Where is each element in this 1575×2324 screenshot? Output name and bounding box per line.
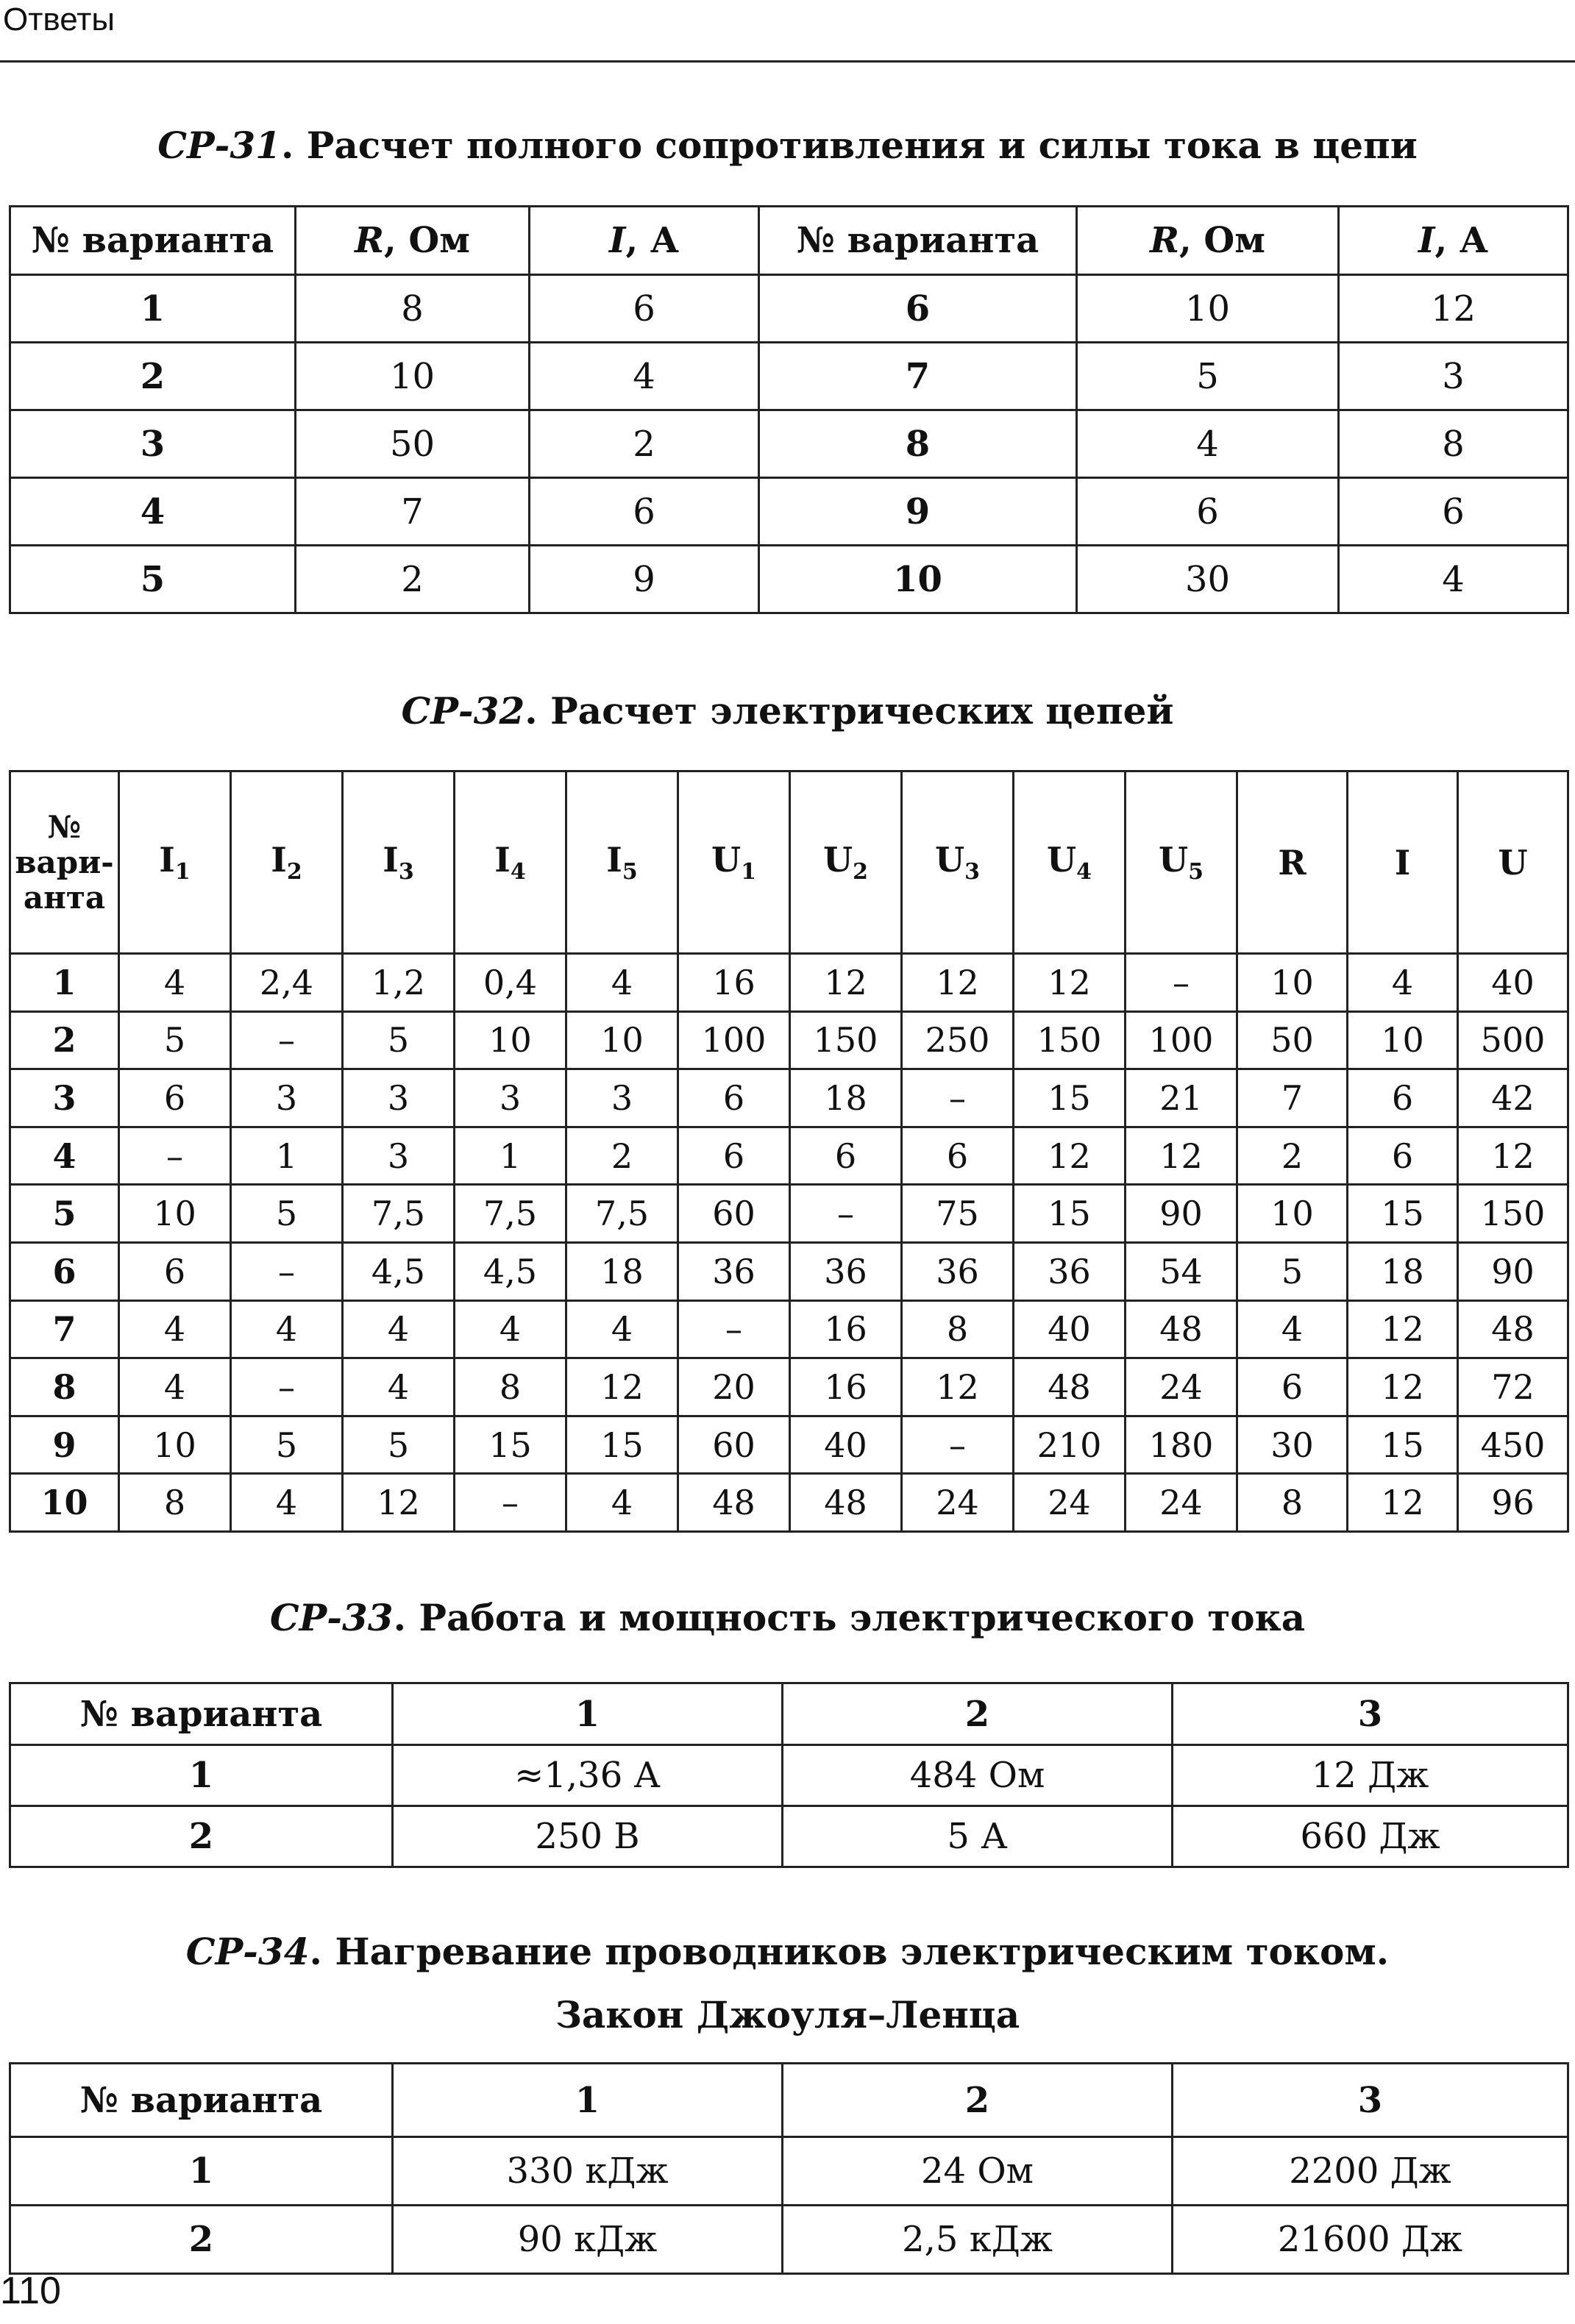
table-cell: 18 <box>566 1242 678 1300</box>
column-symbol: I <box>1394 842 1411 883</box>
table-cell: 90 кДж <box>393 2206 783 2274</box>
table-cell: 4 <box>455 1300 566 1358</box>
table-cell: 12 <box>1348 1474 1458 1532</box>
table-row <box>10 1069 1568 1127</box>
table-cell: – <box>231 1011 343 1069</box>
table-cell: 4 <box>566 1300 678 1358</box>
variant-number: 7 <box>10 1300 119 1358</box>
table-sr34 <box>9 2062 1569 2275</box>
table-cell: 4,5 <box>455 1242 566 1300</box>
table-cell: 1,2 <box>343 954 455 1012</box>
table-cell: 8 <box>1237 1474 1348 1532</box>
table-cell: 10 <box>119 1416 231 1474</box>
table-row <box>10 1745 1568 1806</box>
table-cell: 12 <box>1348 1300 1458 1358</box>
table-cell: 12 <box>566 1358 678 1416</box>
table-row <box>10 546 1568 613</box>
table-cell: 4 <box>1339 546 1568 613</box>
table-cell: 250 <box>902 1011 1014 1069</box>
table-row <box>10 1358 1568 1416</box>
table-cell: 12 <box>902 954 1014 1012</box>
variant-number: 4 <box>10 1127 119 1185</box>
table-cell: 36 <box>902 1242 1014 1300</box>
table-cell: 12 <box>1339 275 1568 343</box>
column-symbol: I <box>383 839 399 880</box>
column-header <box>1339 207 1568 275</box>
variant-number: 6 <box>759 275 1077 343</box>
table-cell: 7 <box>296 478 530 546</box>
table-row <box>10 2206 1568 2274</box>
table-cell: 100 <box>1126 1011 1237 1069</box>
table-cell: 4,5 <box>343 1242 455 1300</box>
table-cell: 12 <box>790 954 902 1012</box>
table-header-row <box>10 1683 1568 1745</box>
table-cell: – <box>119 1127 231 1185</box>
section-title-text: . Работа и мощность электрического тока <box>393 1596 1306 1639</box>
table-cell: 42 <box>1458 1069 1568 1127</box>
table-cell: 36 <box>790 1242 902 1300</box>
table-cell: 7,5 <box>343 1185 455 1243</box>
table-cell: 20 <box>678 1358 790 1416</box>
column-header: 3 <box>1173 1683 1568 1745</box>
column-symbol: U <box>935 839 965 880</box>
page-number: 110 <box>0 2270 61 2312</box>
column-header <box>759 207 1077 275</box>
table-cell: 5 <box>231 1185 343 1243</box>
table-cell: 3 <box>1339 343 1568 410</box>
column-symbol: I <box>606 839 622 880</box>
section-title-text: . Нагревание проводников электрическим током. <box>309 1930 1390 1973</box>
column-symbol: U <box>711 839 742 880</box>
table-sr33 <box>9 1682 1569 1868</box>
table-cell: 484 Ом <box>783 1745 1173 1806</box>
column-header <box>678 771 790 954</box>
table-cell: 4 <box>231 1300 343 1358</box>
column-header <box>1348 771 1458 954</box>
table-row <box>10 2137 1568 2206</box>
column-header <box>343 771 455 954</box>
table-cell: 8 <box>455 1358 566 1416</box>
variant-number: 2 <box>10 343 296 410</box>
table-cell: 12 <box>343 1474 455 1532</box>
table-cell: 15 <box>1348 1185 1458 1243</box>
column-header <box>10 207 296 275</box>
table-row <box>10 1011 1568 1069</box>
table-cell: 18 <box>790 1069 902 1127</box>
table-cell: – <box>231 1242 343 1300</box>
table-cell: 15 <box>1014 1069 1126 1127</box>
table-cell: 6 <box>1077 478 1339 546</box>
table-cell: 10 <box>119 1185 231 1243</box>
column-symbol: R <box>355 220 384 261</box>
table-cell: 24 <box>1126 1358 1237 1416</box>
column-subscript: 4 <box>1076 859 1092 885</box>
variant-number: 5 <box>10 546 296 613</box>
column-header <box>566 771 678 954</box>
section-title-sr34 <box>0 1930 1575 1974</box>
table-cell: 180 <box>1126 1416 1237 1474</box>
table-cell: 6 <box>119 1069 231 1127</box>
table-cell: 60 <box>678 1416 790 1474</box>
table-row <box>10 1806 1568 1867</box>
table-cell: 2 <box>296 546 530 613</box>
variant-number: 2 <box>10 2206 393 2274</box>
table-sr32 <box>9 770 1569 1533</box>
table-cell: 4 <box>119 954 231 1012</box>
variant-number: 2 <box>10 1806 393 1867</box>
table-cell: 60 <box>678 1185 790 1243</box>
table-cell: 90 <box>1458 1242 1568 1300</box>
table-cell: 1 <box>455 1127 566 1185</box>
table-cell: 10 <box>296 343 530 410</box>
column-header <box>119 771 231 954</box>
table-cell: 5 <box>231 1416 343 1474</box>
table-cell: – <box>231 1358 343 1416</box>
table-cell: 150 <box>1014 1011 1126 1069</box>
table-cell: 9 <box>530 546 759 613</box>
variant-number: 3 <box>10 410 296 478</box>
table-header-row <box>10 207 1568 275</box>
table-cell: 21600 Дж <box>1173 2206 1568 2274</box>
table-cell: 21 <box>1126 1069 1237 1127</box>
table-cell: 75 <box>902 1185 1014 1243</box>
table-cell: 500 <box>1458 1011 1568 1069</box>
variant-number: 5 <box>10 1185 119 1243</box>
table-cell: 4 <box>343 1358 455 1416</box>
variant-number: 9 <box>759 478 1077 546</box>
column-header-variant: № вари-анта <box>10 771 119 954</box>
table-cell: 4 <box>119 1300 231 1358</box>
table-cell: 4 <box>566 1474 678 1532</box>
table-cell: 30 <box>1237 1416 1348 1474</box>
table-cell: 18 <box>1348 1242 1458 1300</box>
table-cell: 2,4 <box>231 954 343 1012</box>
table-cell: 15 <box>566 1416 678 1474</box>
table-cell: 6 <box>1339 478 1568 546</box>
table-cell: 48 <box>1458 1300 1568 1358</box>
column-header: № варианта <box>10 2064 393 2137</box>
table-cell: 50 <box>1237 1011 1348 1069</box>
table-cell: 12 <box>1458 1127 1568 1185</box>
column-symbol: I <box>159 839 175 880</box>
table-cell: 6 <box>530 275 759 343</box>
column-subscript: 2 <box>853 859 868 885</box>
variant-number: 10 <box>759 546 1077 613</box>
table-cell: 3 <box>566 1069 678 1127</box>
variant-number: 10 <box>10 1474 119 1532</box>
table-header-row <box>10 2064 1568 2137</box>
column-label: № варианта <box>31 220 274 261</box>
table-cell: 0,4 <box>455 954 566 1012</box>
column-header <box>1458 771 1568 954</box>
variant-number: 7 <box>759 343 1077 410</box>
table-row <box>10 478 1568 546</box>
table-cell: 3 <box>343 1127 455 1185</box>
column-header: № варианта <box>10 1683 393 1745</box>
table-cell: 4 <box>343 1300 455 1358</box>
table-row <box>10 1185 1568 1243</box>
column-subscript: 3 <box>398 859 414 885</box>
variant-number: 1 <box>10 954 119 1012</box>
table-cell: 100 <box>678 1011 790 1069</box>
table-sr31 <box>9 205 1569 614</box>
table-row <box>10 343 1568 410</box>
column-subscript: 1 <box>174 859 191 885</box>
table-cell: 3 <box>231 1069 343 1127</box>
table-cell: 5 А <box>783 1806 1173 1867</box>
column-subscript: 3 <box>964 859 980 885</box>
table-cell: 10 <box>1077 275 1339 343</box>
variant-number: 1 <box>10 1745 393 1806</box>
table-cell: 12 <box>1348 1358 1458 1416</box>
table-cell: 4 <box>1237 1300 1348 1358</box>
table-cell: 40 <box>1014 1300 1126 1358</box>
table-cell: – <box>455 1474 566 1532</box>
section-code: СР-32 <box>401 689 525 733</box>
table-cell: – <box>678 1300 790 1358</box>
variant-number: 8 <box>10 1358 119 1416</box>
table-cell: 7,5 <box>566 1185 678 1243</box>
column-symbol: I <box>494 839 511 880</box>
table-cell: 16 <box>678 954 790 1012</box>
table-cell: 5 <box>343 1011 455 1069</box>
table-cell: 12 <box>1014 1127 1126 1185</box>
table-cell: 660 Дж <box>1173 1806 1568 1867</box>
table-cell: 40 <box>1458 954 1568 1012</box>
column-subscript: 5 <box>1188 859 1204 885</box>
table-cell: 72 <box>1458 1358 1568 1416</box>
table-cell: 330 кДж <box>393 2137 783 2206</box>
table-cell: 210 <box>1014 1416 1126 1474</box>
table-cell: 30 <box>1077 546 1339 613</box>
column-symbol: U <box>1498 842 1528 883</box>
column-header: 2 <box>783 2064 1173 2137</box>
table-row <box>10 1300 1568 1358</box>
table-cell: 12 <box>1126 1127 1237 1185</box>
table-cell: – <box>1126 954 1237 1012</box>
table-cell: 2,5 кДж <box>783 2206 1173 2274</box>
table-cell: 450 <box>1458 1416 1568 1474</box>
table-cell: 4 <box>1077 410 1339 478</box>
table-cell: 8 <box>296 275 530 343</box>
table-row <box>10 1474 1568 1532</box>
table-cell: – <box>902 1416 1014 1474</box>
column-label: , Ом <box>383 220 470 261</box>
table-cell: 2200 Дж <box>1173 2137 1568 2206</box>
table-cell: 90 <box>1126 1185 1237 1243</box>
table-cell: 24 Ом <box>783 2137 1173 2206</box>
table-cell: 10 <box>455 1011 566 1069</box>
table-cell: 24 <box>902 1474 1014 1532</box>
section-title-sr31 <box>0 124 1575 168</box>
section-title-sr34-line2 <box>0 1993 1575 2037</box>
table-cell: 6 <box>678 1069 790 1127</box>
column-header <box>455 771 566 954</box>
table-row <box>10 410 1568 478</box>
section-code: СР-33 <box>269 1596 394 1639</box>
table-cell: 96 <box>1458 1474 1568 1532</box>
variant-number: 6 <box>10 1242 119 1300</box>
table-cell: 6 <box>1348 1127 1458 1185</box>
table-cell: 7 <box>1237 1069 1348 1127</box>
variant-number: 4 <box>10 478 296 546</box>
table-cell: 10 <box>1348 1011 1458 1069</box>
column-symbol: I <box>1418 220 1435 261</box>
column-header: 3 <box>1173 2064 1568 2137</box>
column-subscript: 2 <box>286 859 302 885</box>
variant-number: 9 <box>10 1416 119 1474</box>
column-symbol: R <box>1150 220 1179 261</box>
table-cell: 5 <box>1077 343 1339 410</box>
table-cell: 2 <box>566 1127 678 1185</box>
column-label: № варианта <box>796 220 1039 261</box>
table-cell: 250 В <box>393 1806 783 1867</box>
table-cell: 150 <box>1458 1185 1568 1243</box>
column-header <box>790 771 902 954</box>
table-cell: 10 <box>1237 954 1348 1012</box>
table-cell: 6 <box>790 1127 902 1185</box>
column-symbol: I <box>609 220 626 261</box>
table-cell: 54 <box>1126 1242 1237 1300</box>
section-code: СР-31 <box>157 124 281 167</box>
column-header <box>1077 207 1339 275</box>
table-cell: 48 <box>1014 1358 1126 1416</box>
table-cell: 7,5 <box>455 1185 566 1243</box>
column-header: 1 <box>393 1683 783 1745</box>
column-header: 1 <box>393 2064 783 2137</box>
table-cell: 16 <box>790 1300 902 1358</box>
column-symbol: R <box>1278 842 1306 883</box>
running-header-title: Ответы <box>3 1 115 38</box>
table-cell: ≈1,36 А <box>393 1745 783 1806</box>
table-cell: 12 <box>1014 954 1126 1012</box>
variant-number: 1 <box>10 2137 393 2206</box>
section-title-text: . Расчет электрических цепей <box>525 689 1174 733</box>
table-row <box>10 1127 1568 1185</box>
table-cell: – <box>902 1069 1014 1127</box>
table-cell: 4 <box>231 1474 343 1532</box>
section-title-text: . Расчет полного сопротивления и силы тока в цепи <box>280 124 1418 167</box>
table-cell: 24 <box>1126 1474 1237 1532</box>
variant-number: 2 <box>10 1011 119 1069</box>
table-cell: 1 <box>231 1127 343 1185</box>
table-cell: 10 <box>1237 1185 1348 1243</box>
table-cell: 6 <box>1237 1358 1348 1416</box>
column-subscript: 1 <box>741 859 756 885</box>
table-cell: 15 <box>1348 1416 1458 1474</box>
table-cell: 5 <box>343 1416 455 1474</box>
table-cell: 50 <box>296 410 530 478</box>
table-cell: 48 <box>790 1474 902 1532</box>
column-header <box>1237 771 1348 954</box>
table-cell: 16 <box>790 1358 902 1416</box>
column-header: 2 <box>783 1683 1173 1745</box>
table-cell: 4 <box>530 343 759 410</box>
table-cell: 36 <box>1014 1242 1126 1300</box>
table-cell: 2 <box>530 410 759 478</box>
column-subscript: 5 <box>622 859 638 885</box>
column-symbol: U <box>1047 839 1077 880</box>
table-cell: 3 <box>455 1069 566 1127</box>
table-row <box>10 1242 1568 1300</box>
table-row <box>10 275 1568 343</box>
variant-number: 3 <box>10 1069 119 1127</box>
column-symbol: U <box>823 839 853 880</box>
column-header <box>1014 771 1126 954</box>
column-header <box>231 771 343 954</box>
table-cell: 6 <box>902 1127 1014 1185</box>
table-row <box>10 954 1568 1012</box>
column-header <box>530 207 759 275</box>
table-cell: 15 <box>1014 1185 1126 1243</box>
table-cell: 48 <box>678 1474 790 1532</box>
table-cell: – <box>790 1185 902 1243</box>
running-header <box>0 0 1575 63</box>
table-cell: 40 <box>790 1416 902 1474</box>
column-header <box>296 207 530 275</box>
table-cell: 3 <box>343 1069 455 1127</box>
table-cell: 10 <box>566 1011 678 1069</box>
table-cell: 4 <box>119 1358 231 1416</box>
column-header <box>1126 771 1237 954</box>
column-subscript: 4 <box>510 859 526 885</box>
table-cell: 5 <box>1237 1242 1348 1300</box>
column-symbol: U <box>1159 839 1189 880</box>
table-cell: 15 <box>455 1416 566 1474</box>
table-cell: 36 <box>678 1242 790 1300</box>
table-cell: 5 <box>119 1011 231 1069</box>
section-title-text-line2: Закон Джоуля–Ленца <box>555 1993 1020 2036</box>
table-cell: 150 <box>790 1011 902 1069</box>
variant-number: 8 <box>759 410 1077 478</box>
table-row <box>10 1416 1568 1474</box>
column-label: , Ом <box>1178 220 1265 261</box>
table-cell: 2 <box>1237 1127 1348 1185</box>
table-cell: 8 <box>119 1474 231 1532</box>
table-cell: 6 <box>530 478 759 546</box>
column-label: , А <box>625 220 679 261</box>
table-cell: 4 <box>1348 954 1458 1012</box>
variant-number: 1 <box>10 275 296 343</box>
table-cell: 12 Дж <box>1173 1745 1568 1806</box>
table-cell: 48 <box>1126 1300 1237 1358</box>
table-cell: 4 <box>566 954 678 1012</box>
column-header <box>902 771 1014 954</box>
table-cell: 6 <box>1348 1069 1458 1127</box>
table-cell: 8 <box>1339 410 1568 478</box>
section-title-sr33 <box>0 1596 1575 1640</box>
table-cell: 12 <box>902 1358 1014 1416</box>
table-cell: 6 <box>678 1127 790 1185</box>
table-cell: 8 <box>902 1300 1014 1358</box>
column-label: , А <box>1434 220 1488 261</box>
column-symbol: I <box>271 839 287 880</box>
table-header-row <box>10 771 1568 954</box>
table-cell: 24 <box>1014 1474 1126 1532</box>
table-cell: 6 <box>119 1242 231 1300</box>
section-code: СР-34 <box>185 1930 310 1973</box>
section-title-sr32 <box>0 689 1575 733</box>
